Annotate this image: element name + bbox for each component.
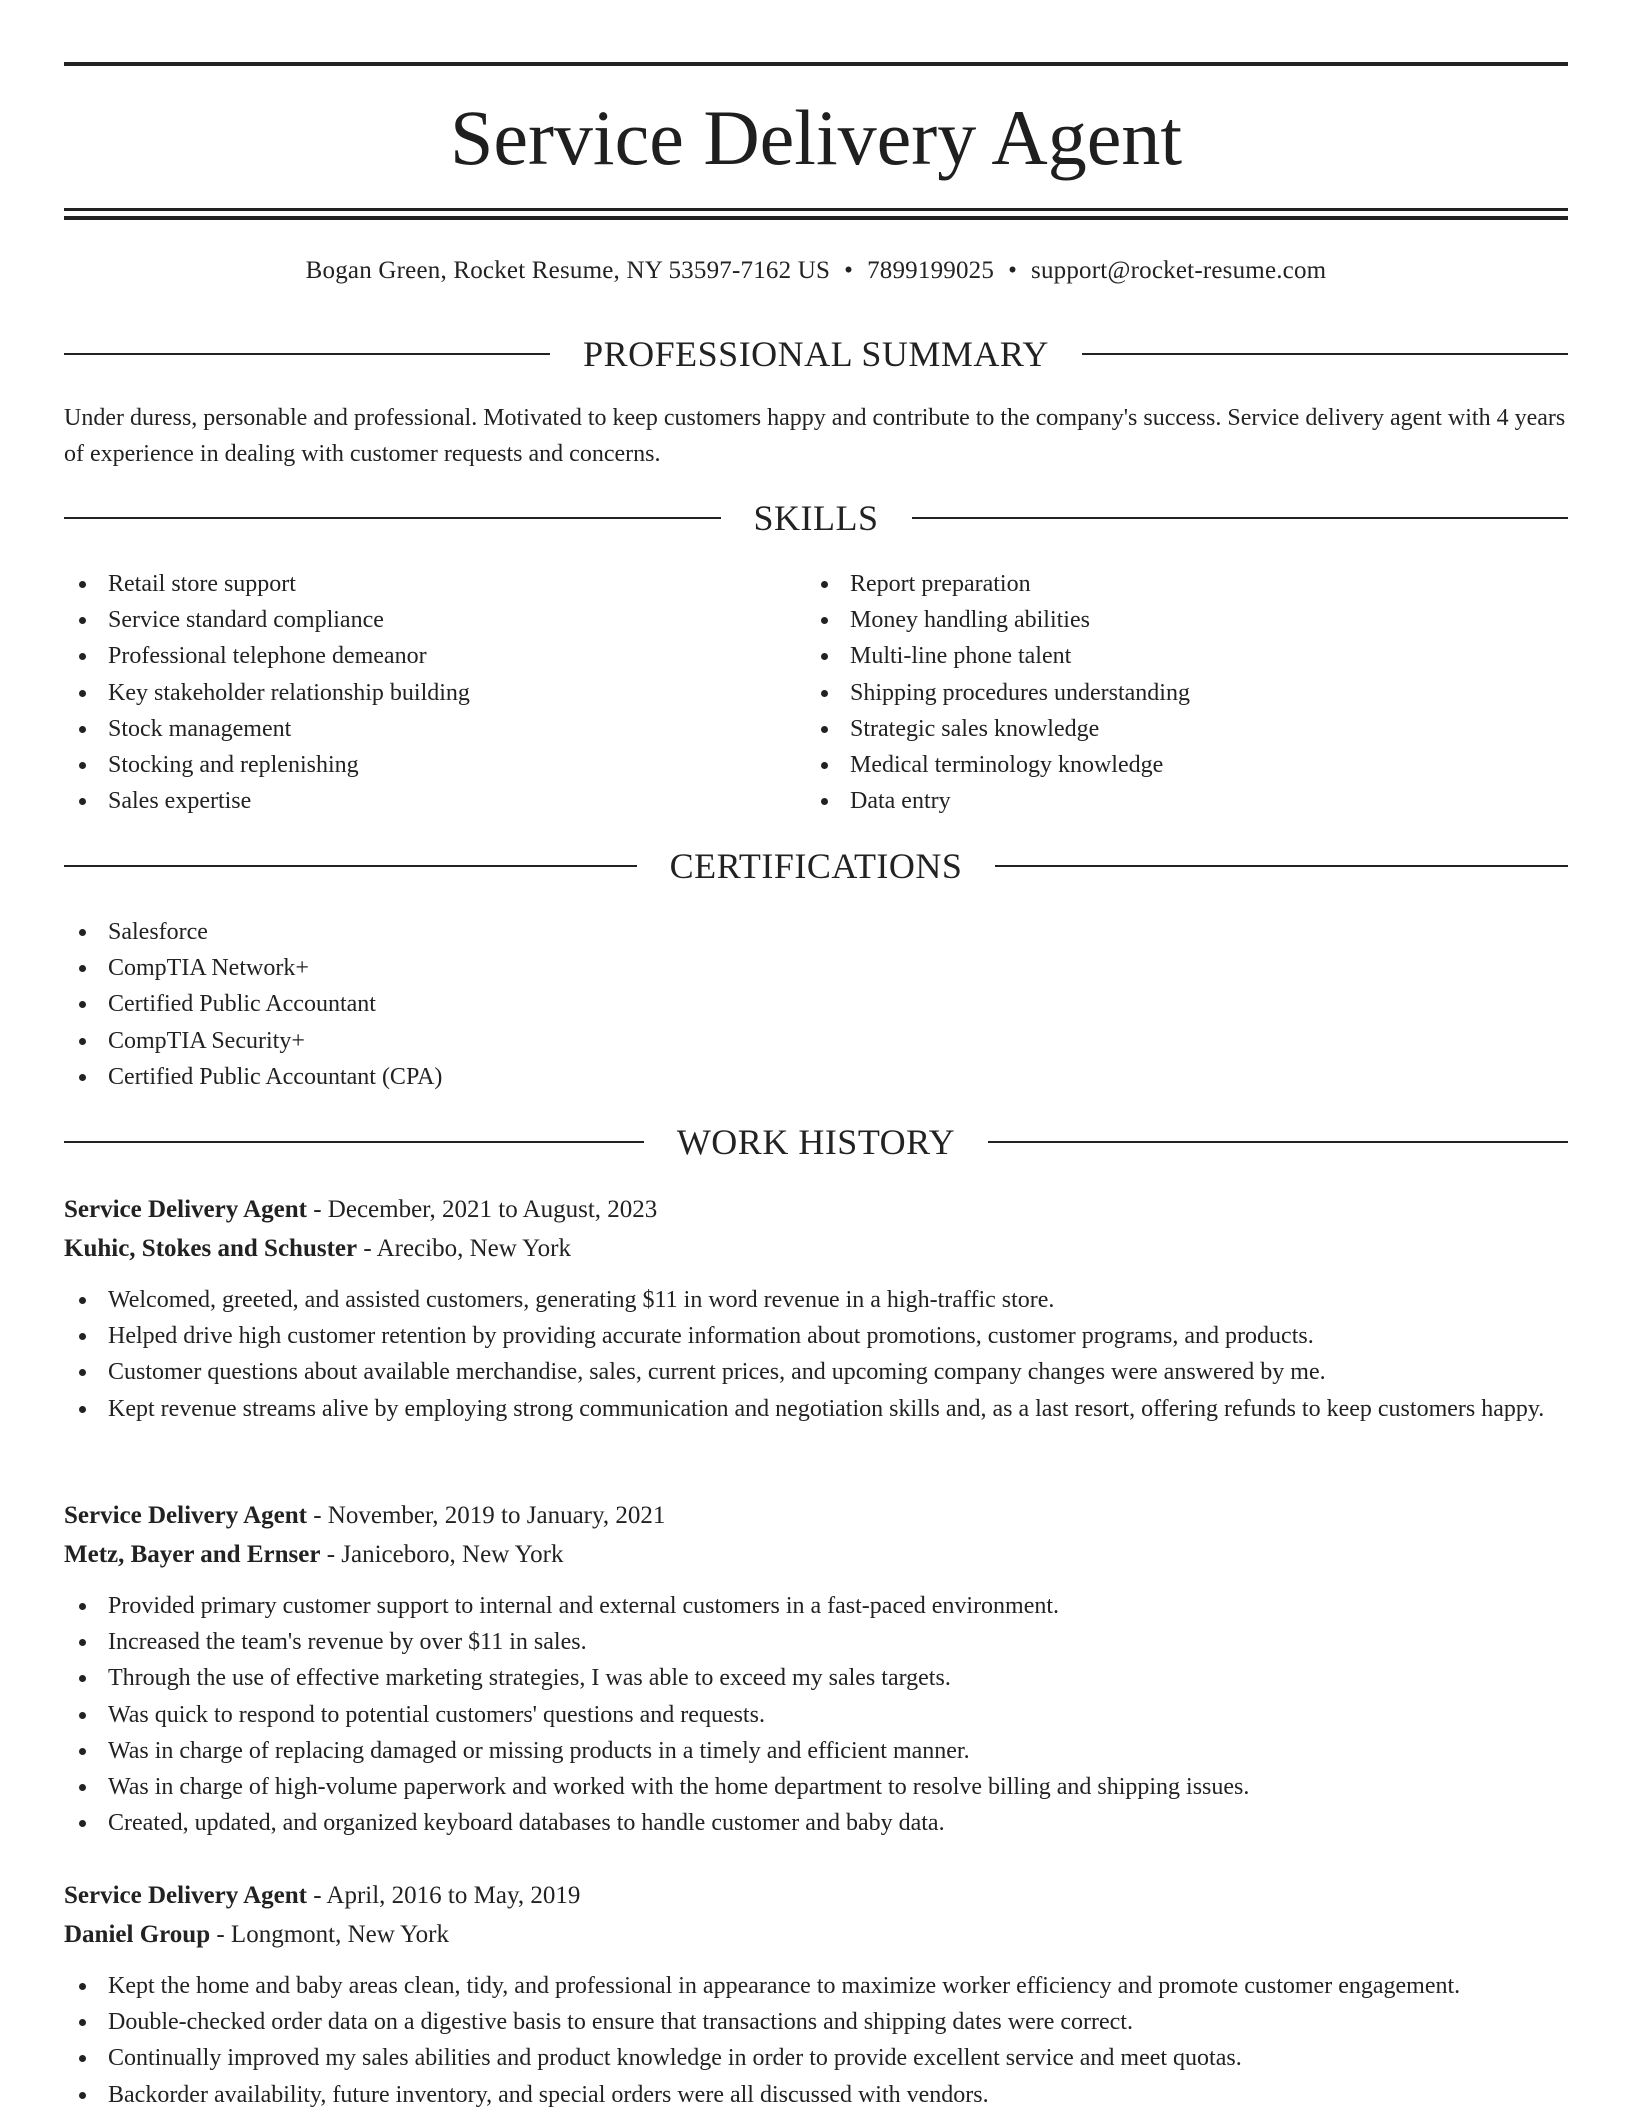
certifications-heading [64,844,1568,888]
skill-item: Money handling abilities [806,602,1568,638]
job-role-line [64,1190,1568,1229]
job-role-line [64,1496,1568,1535]
job-bullet: Helped drive high customer retention by providing accurate information about promotions, customer programs, and products. [64,1318,1568,1354]
job-company-line [64,1229,1568,1268]
job-company: Daniel Group [64,1921,211,1948]
job-bullet: Double-checked order data on a digestive basis to ensure that transactions and shipping dates were correct. [64,2004,1568,2040]
skills-title: SKILLS [753,498,879,538]
job-bullets [64,1282,1568,1427]
job-dates: - November, 2019 to January, 2021 [306,1502,666,1529]
skill-item: Sales expertise [64,783,804,819]
skill-item: Retail store support [64,566,804,602]
job-location: - Janiceboro, New York [320,1541,564,1568]
job-bullet: Continually improved my sales abilities and product knowledge in order to provide excellent service and meet quotas. [64,2040,1568,2076]
skills-list-right [806,566,1568,819]
contact-separator: • [844,257,854,284]
job-bullet: Welcomed, greeted, and assisted customers, generating $11 in word revenue in a high-traffic store. [64,1282,1568,1318]
resume-name: Service Delivery Agent [449,94,1183,181]
job-location: - Longmont, New York [210,1921,449,1948]
job-bullet: Created, updated, and organized keyboard databases to handle customer and baby data. [64,1805,1568,1841]
skill-item: Professional telephone demeanor [64,638,804,674]
top-rule [64,62,1568,66]
certification-item: Certified Public Accountant (CPA) [64,1059,1568,1095]
certifications-list [64,914,1568,1095]
contact-phone: 7899199025 [867,257,995,284]
contact-address: Bogan Green, Rocket Resume, NY 53597-7162 US [305,257,831,284]
job-bullet: Provided primary customer support to internal and external customers in a fast-paced environment. [64,1588,1568,1624]
summary-text: Under duress, personable and professional. Motivated to keep customers happy and contribute to the company's success. Service delivery agent with 4 years of experience in dealing with customer requests and concerns. [64,405,1566,467]
certification-item: Certified Public Accountant [64,986,1568,1022]
skill-item: Strategic sales knowledge [806,711,1568,747]
contact-separator: • [1008,257,1018,284]
heading-rule-right [1082,353,1568,355]
certification-item: CompTIA Network+ [64,950,1568,986]
job-bullets [64,1588,1568,1841]
job-bullet: Increased the team's revenue by over $11 in sales. [64,1624,1568,1660]
job-bullet: Through the use of effective marketing strategies, I was able to exceed my sales targets. [64,1660,1568,1696]
work-history-title: WORK HISTORY [676,1122,956,1162]
job-company: Metz, Bayer and Ernser [64,1541,321,1568]
job-bullet: Was quick to respond to potential customers' questions and requests. [64,1697,1568,1733]
job-entry [64,1190,1568,1427]
contact-line [64,254,1568,288]
job-bullet: Backorder availability, future inventory, and special orders were all discussed with vendors. [64,2077,1568,2113]
job-bullet: Was in charge of replacing damaged or missing products in a timely and efficient manner. [64,1733,1568,1769]
certification-item: Salesforce [64,914,1568,950]
skill-item: Multi-line phone talent [806,638,1568,674]
contact-email: support@rocket-resume.com [1031,257,1327,284]
job-role: Service Delivery Agent [64,1196,307,1223]
certifications-title: CERTIFICATIONS [669,846,963,886]
heading-rule-left [64,517,721,519]
skill-item: Report preparation [806,566,1568,602]
job-role: Service Delivery Agent [64,1502,307,1529]
job-entry [64,1876,1568,2113]
job-entry [64,1496,1568,1841]
summary-heading [64,332,1568,376]
heading-rule-right [912,517,1569,519]
summary-title: PROFESSIONAL SUMMARY [583,334,1049,374]
certification-item: CompTIA Security+ [64,1023,1568,1059]
skill-item: Stock management [64,711,804,747]
skill-item: Medical terminology knowledge [806,747,1568,783]
heading-rule-left [64,353,550,355]
job-dates: - December, 2021 to August, 2023 [306,1196,658,1223]
job-company-line [64,1915,1568,1954]
job-dates: - April, 2016 to May, 2019 [306,1882,581,1909]
job-company-line [64,1535,1568,1574]
skills-heading [64,496,1568,540]
skill-item: Shipping procedures understanding [806,675,1568,711]
job-bullets [64,1968,1568,2113]
skill-item: Service standard compliance [64,602,804,638]
job-bullet: Was in charge of high-volume paperwork and worked with the home department to resolve billing and shipping issues. [64,1769,1568,1805]
job-bullet: Customer questions about available merchandise, sales, current prices, and upcoming company changes were answered by me. [64,1354,1568,1390]
job-bullet: Kept the home and baby areas clean, tidy, and professional in appearance to maximize worker efficiency and promote customer engagement. [64,1968,1568,2004]
job-company: Kuhic, Stokes and Schuster [64,1235,358,1262]
skill-item: Data entry [806,783,1568,819]
job-role-line [64,1876,1568,1915]
job-role: Service Delivery Agent [64,1882,307,1909]
heading-rule-left [64,1141,644,1143]
heading-rule-right [988,1141,1568,1143]
header-rule-lower [64,216,1568,220]
job-bullet: Kept revenue streams alive by employing strong communication and negotiation skills and, as a last resort, offering refunds to keep customers happy. [64,1391,1568,1427]
skill-item: Key stakeholder relationship building [64,675,804,711]
work-history-heading [64,1120,1568,1164]
skill-item: Stocking and replenishing [64,747,804,783]
skills-list-left [64,566,804,819]
header-rule-upper [64,208,1568,211]
job-location: - Arecibo, New York [357,1235,571,1262]
heading-rule-left [64,865,637,867]
heading-rule-right [995,865,1568,867]
